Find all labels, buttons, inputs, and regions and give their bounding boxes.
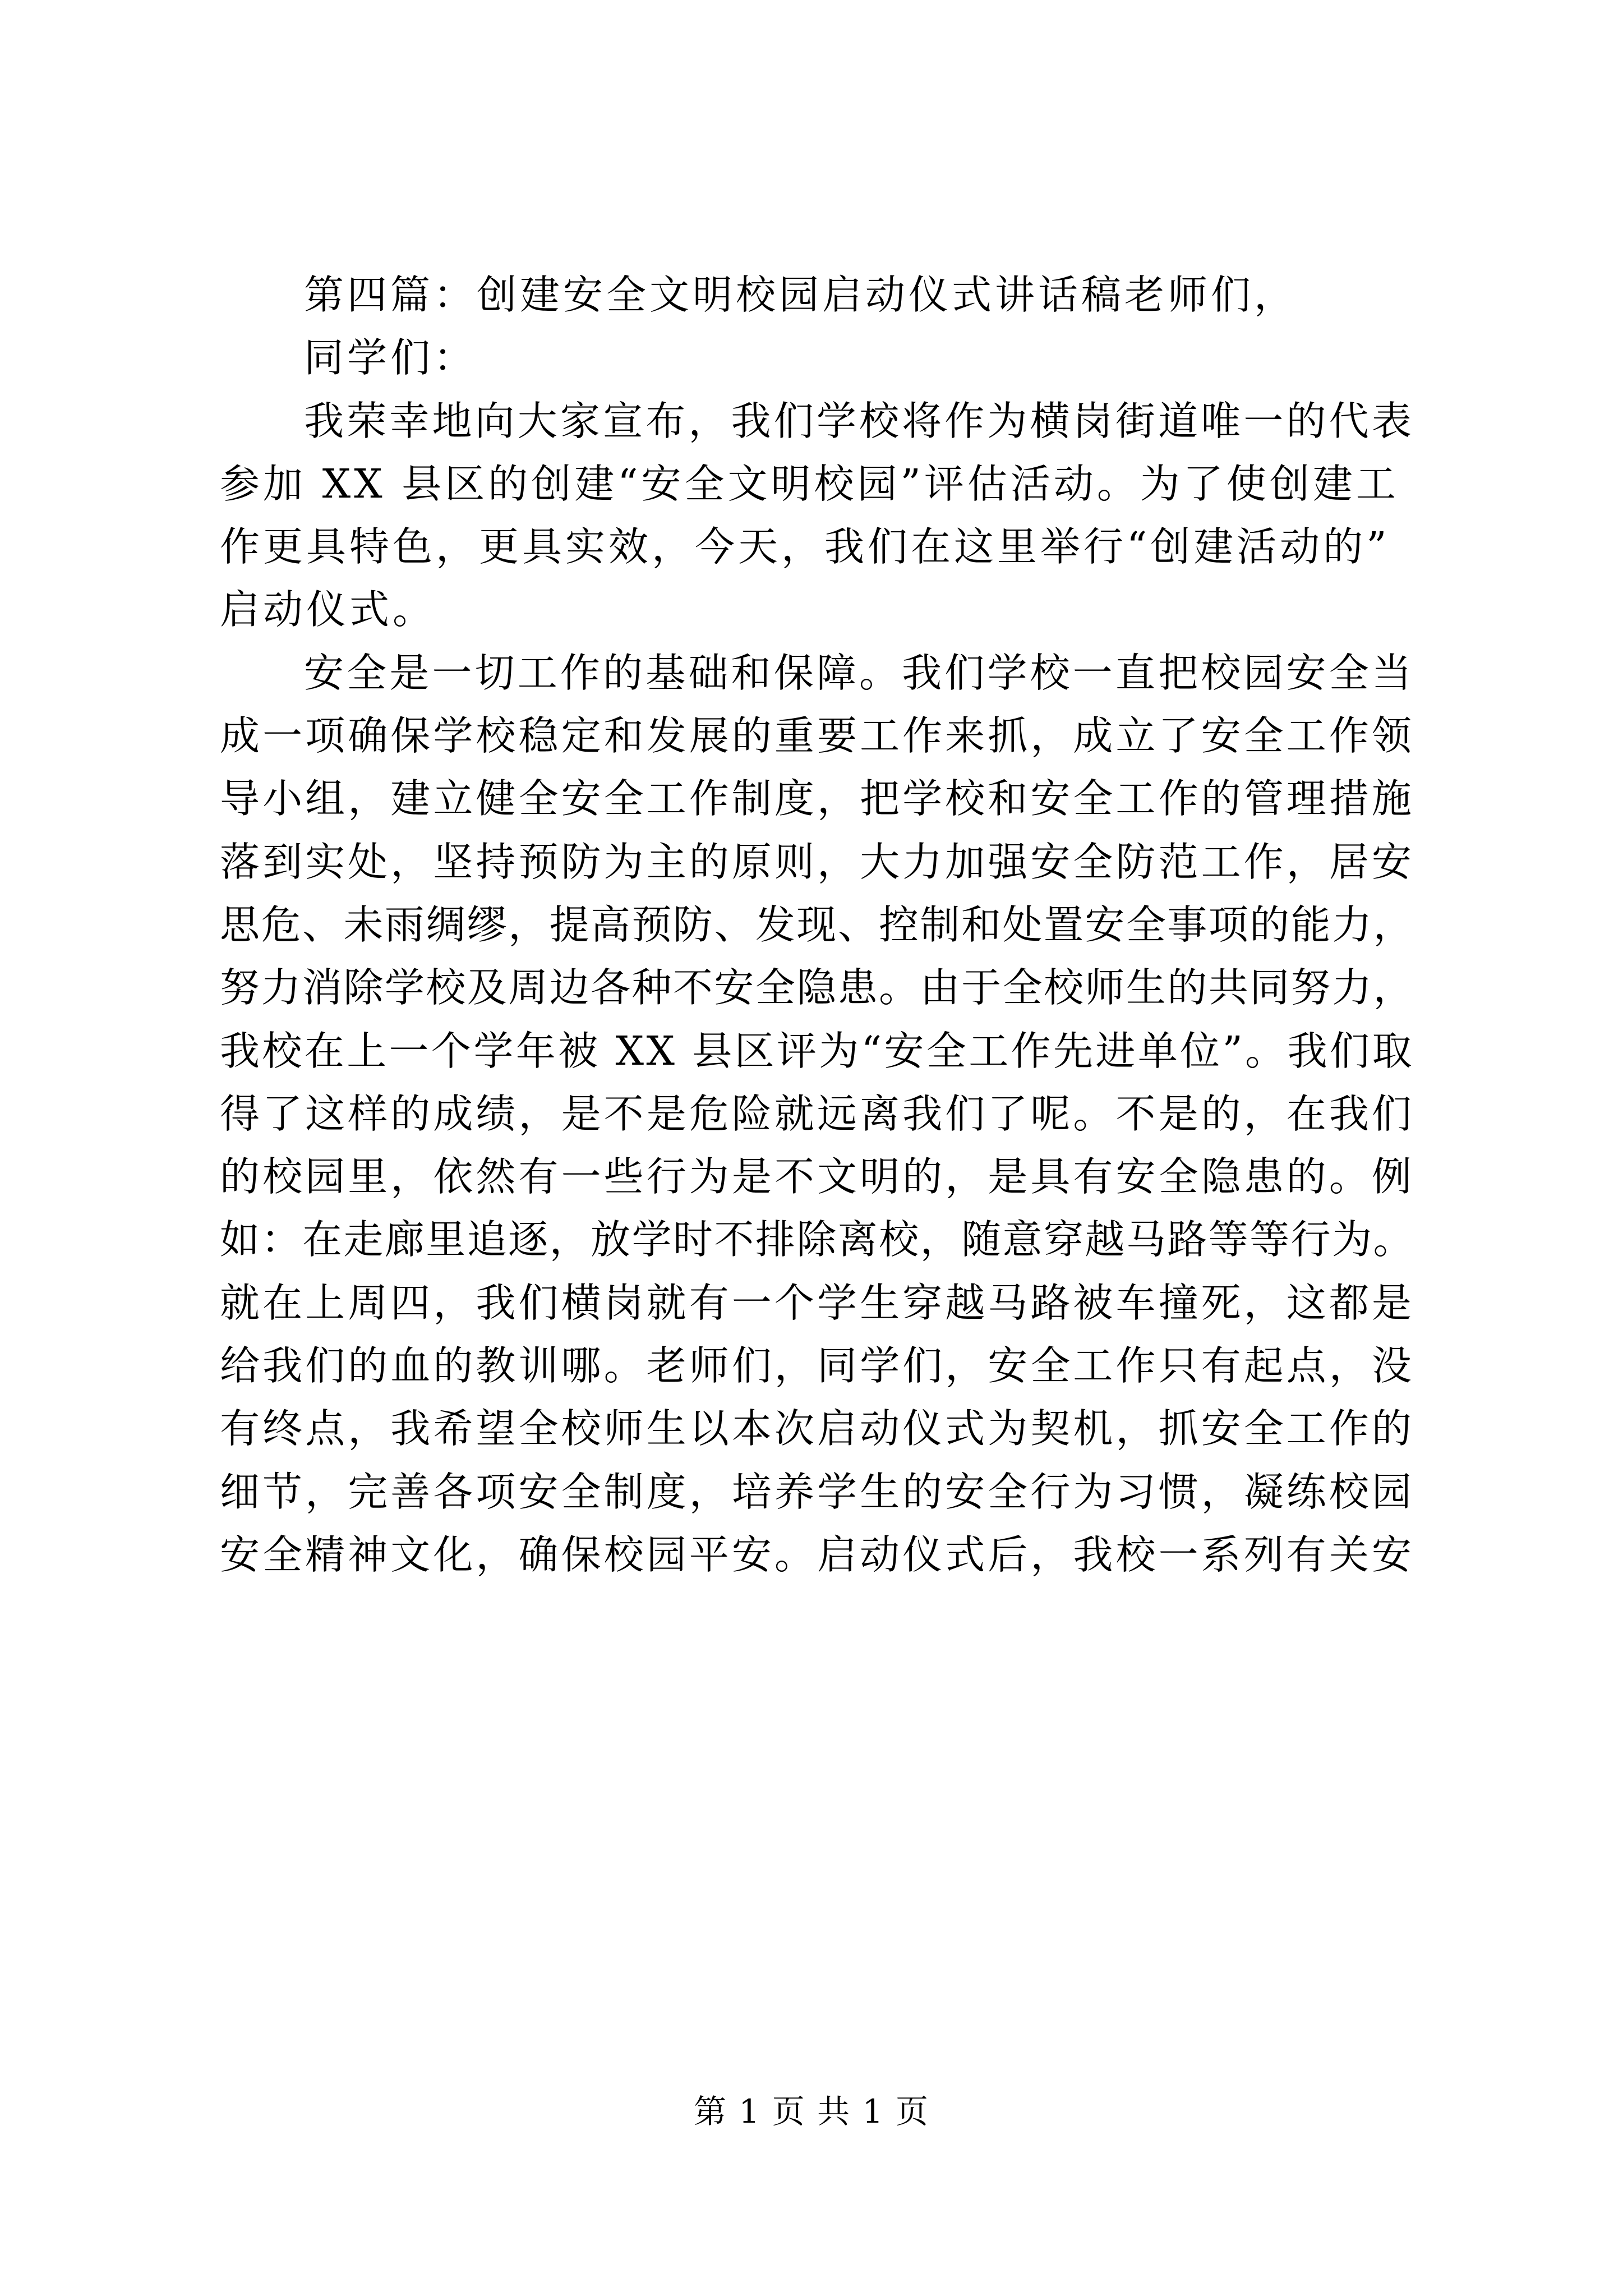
text-line: 安全精神文化，确保校园平安。启动仪式后，我校一系列有关安 <box>220 1531 1415 1578</box>
page-footer: 第 1 页 共 1 页 <box>694 2092 929 2131</box>
text-line: 细节，完善各项安全制度，培养学生的安全行为习惯，凝练校园 <box>220 1468 1415 1515</box>
text-line: 就在上周四，我们横岗就有一个学生穿越马路被车撞死，这都是 <box>220 1279 1415 1326</box>
salutation-line: 同学们： <box>304 334 477 381</box>
document-body <box>220 264 1414 1586</box>
title-line: 第四篇：创建安全文明校园启动仪式讲话稿老师们， <box>304 272 1298 318</box>
text-line: 我荣幸地向大家宣布，我们学校将作为横岗街道唯一的代表 <box>304 397 1415 444</box>
text-line: 作更具特色，更具实效，今天，我们在这里举行“创建活动的” <box>220 523 1390 570</box>
text-line: 落到实处，坚持预防为主的原则，大力加强安全防范工作，居安 <box>220 838 1415 885</box>
text-line: 如：在走廊里追逐，放学时不排除离校，随意穿越马路等等行为。 <box>220 1216 1415 1263</box>
text-line: 思危、未雨绸缪，提高预防、发现、控制和处置安全事项的能力， <box>220 901 1415 948</box>
text-line: 的校园里，依然有一些行为是不文明的，是具有安全隐患的。例 <box>220 1153 1415 1200</box>
text-line: 努力消除学校及周边各种不安全隐患。由于全校师生的共同努力， <box>220 964 1415 1011</box>
text-line: 给我们的血的教训哪。老师们，同学们，安全工作只有起点，没 <box>220 1342 1415 1389</box>
text-line: 有终点，我希望全校师生以本次启动仪式为契机，抓安全工作的 <box>220 1405 1415 1452</box>
text-line: 启动仪式。 <box>220 586 436 633</box>
text-line: 安全是一切工作的基础和保障。我们学校一直把校园安全当 <box>304 649 1415 696</box>
text-line: 成一项确保学校稳定和发展的重要工作来抓，成立了安全工作领 <box>220 712 1415 760</box>
text-line: 我校在上一个学年被 XX 县区评为“安全工作先进单位”。我们取 <box>220 1027 1414 1074</box>
text-line: 参加 XX 县区的创建“安全文明校园”评估活动。为了使创建工 <box>220 460 1399 507</box>
text-line: 得了这样的成绩，是不是危险就远离我们了呢。不是的，在我们 <box>220 1090 1415 1137</box>
text-line: 导小组，建立健全安全工作制度，把学校和安全工作的管理措施 <box>220 775 1415 822</box>
